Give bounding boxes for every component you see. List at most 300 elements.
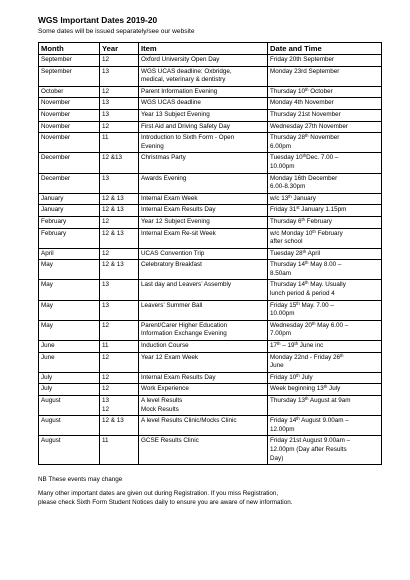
date-text: – 19 [280,342,295,350]
date-line [270,374,379,383]
cell-year-line: 13 [102,67,110,75]
date-text: Thursday 28 [270,134,306,142]
cell-item [139,396,268,416]
cell-month: April [39,248,100,260]
cell-item-line: GCSE Results Clinic [141,437,199,445]
cell-month: November [39,121,100,133]
table-row [39,248,382,260]
cell-item-line: A level Results [141,397,183,404]
cell-date-time [268,133,382,153]
cell-month: May [39,300,100,320]
date-ordinal-suffix: st [296,205,300,211]
date-text: w/c 13 [270,194,289,202]
notes-section [38,475,410,507]
cell-year-line: 11 [102,134,109,142]
cell-item-line: Year 13 Subject Evening [141,110,210,118]
cell-item [139,416,268,436]
date-ordinal-suffix: th [296,372,300,378]
cell-item-line: Celebratory Breakfast [141,261,202,269]
date-text: 6.00pm [270,142,292,150]
cell-year [100,121,139,133]
date-ordinal-suffix: th [323,384,328,390]
date-line [270,230,379,239]
cell-item-line: Christmas Party [141,154,186,162]
date-line [270,68,379,77]
cell-date-time [268,248,382,260]
cell-month: May [39,260,100,280]
cell-item [139,153,268,173]
cell-year [100,193,139,205]
table-row [39,384,382,396]
date-line [270,154,379,163]
cell-year-line: 12 [102,373,110,381]
cell-item-line: medical, veterinary & dentistry [141,76,226,84]
date-text: Thursday 14 [270,261,306,269]
cell-item-line: Internal Exam Results Day [141,206,216,214]
date-text: 6.00-8.30pm [270,183,306,191]
date-line [270,206,379,215]
cell-year-line: 13 [102,110,110,118]
table-row [39,396,382,416]
date-line [270,455,379,464]
cell-year [100,300,139,320]
cell-year-line: 11 [102,342,109,350]
cell-item [139,205,268,217]
cell-year-line: 13 [102,174,110,182]
date-line [270,218,379,227]
cell-item [139,98,268,110]
cell-year [100,216,139,228]
date-ordinal-suffix: th [277,340,281,346]
cell-year-line: 12 & 13 [102,229,124,237]
table-row [39,98,382,110]
cell-year [100,66,139,86]
cell-date-time [268,193,382,205]
date-ordinal-suffix: th [296,416,300,421]
cell-date-time [268,86,382,98]
date-line [270,330,379,339]
cell-year-line: 12 & 13 [102,417,124,425]
cell-item [139,109,268,121]
date-text: Thursday 21st November [270,110,341,118]
table-row [39,193,382,205]
date-text: Friday 21st August 9.00am – [270,437,351,445]
cell-month: October [39,86,100,98]
cell-item [139,66,268,86]
cell-year-line: 13 [102,301,110,309]
cell-year-line: 12 & 13 [102,261,124,269]
date-text: 10.00pm [270,162,295,170]
cell-item [139,384,268,396]
date-line [270,163,379,172]
cell-item-line: Mock Results [141,405,179,413]
date-text: May. 7.00 – [299,301,334,309]
cell-date-time [268,384,382,396]
date-line [270,175,379,184]
cell-item-line: Parent Information Evening [141,87,218,95]
date-line [270,437,379,446]
cell-month: August [39,436,100,465]
cell-date-time [268,173,382,193]
date-text: August 9.00am – [299,417,349,425]
cell-month: June [39,352,100,372]
date-line [270,88,379,97]
cell-year [100,260,139,280]
date-text: 10.00pm [270,310,295,318]
table-row [39,86,382,98]
cell-item-line: Work Experience [141,385,189,393]
cell-year [100,352,139,372]
table-row [39,280,382,300]
date-line [270,417,379,426]
date-text: Thursday 14 [270,281,306,289]
cell-year-line: 12 [102,249,110,257]
table-row [39,121,382,133]
date-line [270,56,379,65]
date-text: Friday 14 [270,417,297,425]
cell-month: December [39,173,100,193]
cell-year-line: 13 [102,397,110,404]
date-text: Tuesday 10 [270,154,303,162]
cell-item-line: First Aid and Driving Safety Day [141,122,230,130]
date-ordinal-suffix: th [312,228,316,234]
date-ordinal-suffix: th [305,260,309,266]
cell-item [139,121,268,133]
cell-item [139,280,268,300]
cell-date-time [268,320,382,340]
date-line [270,238,379,247]
table-row [39,416,382,436]
cell-item [139,352,268,372]
cell-item [139,260,268,280]
cell-month: January [39,205,100,217]
table-row [39,173,382,193]
date-line [270,362,379,371]
table-row [39,216,382,228]
cell-year-line: 12 [102,122,110,130]
cell-year-line: 12 &13 [102,154,122,162]
cell-item [139,300,268,320]
cell-year [100,372,139,384]
date-line [270,134,379,143]
cell-year [100,248,139,260]
date-text: Monday 22nd - Friday 26 [270,353,341,361]
cell-month: September [39,66,100,86]
date-line [270,310,379,319]
cell-item-line: Oxford University Open Day [141,56,220,63]
cell-date-time [268,153,382,173]
date-text: Thursday 10 [270,87,306,95]
cell-date-time [268,228,382,248]
cell-year-line: 12 [102,217,110,225]
date-text: Monday 16th December [270,174,338,182]
date-text: Monday 23rd September [270,67,340,75]
cell-month: June [39,341,100,353]
cell-year [100,228,139,248]
date-line [270,183,379,192]
date-line [270,261,379,270]
cell-year-line: 13 [102,281,110,289]
registration-note-line-2: please check Sixth Form Student Notices daily to ensure you are aware of new information. [38,498,293,506]
date-text: Friday 20th September [270,56,335,63]
cell-item [139,216,268,228]
cell-date-time [268,98,382,110]
date-text: April [306,249,321,257]
cell-year-line: 12 [102,353,110,361]
cell-date-time [268,436,382,465]
cell-month: February [39,228,100,248]
cell-date-time [268,216,382,228]
cell-month: May [39,280,100,300]
date-text: October [308,87,333,95]
cell-date-time [268,341,382,353]
nb-note: NB These events may change [38,476,123,484]
date-text: November [308,134,340,142]
date-text: January [291,194,316,202]
cell-item-line: Parent/Carer Higher Education [141,321,228,329]
date-text: Tuesday 28 [270,249,303,257]
date-text: Wednesday 20 [270,321,312,329]
cell-year [100,86,139,98]
registration-note-line-1: Many other important dates are given out during Registration. If you miss Registration, [38,489,279,497]
date-line [270,446,379,455]
cell-month: December [39,153,100,173]
cell-item-line: Induction Course [141,342,189,350]
table-row [39,320,382,340]
date-line [270,123,379,132]
table-header-row [39,43,382,55]
cell-date-time [268,352,382,372]
cell-year [100,384,139,396]
cell-item-line: Introduction to Sixth Form - Open [141,134,235,142]
date-text: January 1.15pm [299,206,347,214]
cell-year [100,205,139,217]
date-ordinal-suffix: th [302,153,307,159]
cell-year-line: 12 [102,321,110,329]
table-row [39,228,382,248]
cell-item-line: Evening [141,142,164,150]
cell-item-line: UCAS Convention Trip [141,249,205,257]
cell-year [100,109,139,121]
date-line [270,322,379,331]
date-text: February [315,229,343,237]
date-line [270,143,379,152]
cell-year-line: 12 & 13 [102,206,124,214]
date-text: 12.00pm [270,425,295,433]
date-line [270,302,379,311]
cell-item-line: WGS UCAS deadline: Oxbridge, [141,67,232,75]
cell-date-time [268,121,382,133]
cell-year [100,98,139,110]
cell-item [139,133,268,153]
cell-item-line: Year 12 Subject Evening [141,217,210,225]
date-text: Day) [270,454,284,462]
date-line [270,385,379,394]
date-line [270,250,379,259]
date-text: Friday 15 [270,301,297,309]
cell-item [139,55,268,67]
header-date-time: Date and Time [268,43,382,55]
cell-year [100,280,139,300]
table-row [39,205,382,217]
date-ordinal-suffix: th [288,193,292,199]
cell-year [100,396,139,416]
date-ordinal-suffix: th [305,280,309,286]
header-month: Month [39,43,100,55]
table-row [39,55,382,67]
cell-year [100,133,139,153]
date-line [270,342,379,351]
cell-item-line: Awards Evening [141,174,187,182]
cell-month: September [39,55,100,67]
date-text: May 8.00 – [308,261,342,269]
cell-year [100,436,139,465]
cell-date-time [268,66,382,86]
cell-item [139,86,268,98]
date-line [270,270,379,279]
cell-item-line: Last day and Leavers’ Assembly [141,281,232,289]
cell-year [100,416,139,436]
date-text: Thursday 13 [270,397,306,404]
cell-item [139,341,268,353]
date-text: 12.00pm (Day after Results [270,445,347,453]
table-row [39,436,382,465]
cell-item [139,320,268,340]
cell-year [100,341,139,353]
date-text: Week beginning 13 [270,385,324,393]
table-row [39,352,382,372]
cell-year-line: 12 [102,87,110,95]
table-body [39,55,382,465]
cell-month: July [39,372,100,384]
page-title: WGS Important Dates 2019-20 [38,15,158,25]
cell-item-line: Internal Exam Week [141,194,198,202]
cell-item-line: Information Exchange Evening [141,330,227,338]
date-text: May 6.00 – [315,321,349,329]
cell-item [139,248,268,260]
date-text: May. Usually [308,281,346,289]
cell-date-time [268,55,382,67]
table-row [39,372,382,384]
cell-year [100,153,139,173]
cell-date-time [268,109,382,121]
date-line [270,397,379,406]
cell-date-time [268,372,382,384]
date-line [270,354,379,363]
cell-item-line: Internal Exam Results Day [141,373,216,381]
date-ordinal-suffix: th [305,132,309,138]
cell-month: August [39,416,100,436]
cell-year [100,320,139,340]
date-text: 8.50am [270,269,292,277]
cell-item [139,228,268,248]
date-text: Dec. 7.00 – [306,154,339,162]
cell-month: February [39,216,100,228]
cell-year-line: 12 [102,385,110,393]
date-text: July [299,373,313,381]
date-text: lunch period & period 4 [270,290,335,298]
date-ordinal-suffix: th [301,216,305,222]
cell-date-time [268,416,382,436]
cell-item [139,372,268,384]
cell-date-time [268,396,382,416]
cell-year-line: 11 [102,437,109,445]
cell-item-line: Leavers’ Summer Ball [141,301,203,309]
header-item: Item [139,43,268,55]
date-text: w/c Monday 10 [270,229,313,237]
cell-year-line: 12 & 13 [102,194,124,202]
cell-item-line: A level Results Clinic/Mocks Clinic [141,417,237,425]
cell-item-line: WGS UCAS deadline [141,99,201,107]
date-text: Monday 4th November [270,99,334,107]
date-ordinal-suffix: th [294,340,299,346]
date-text: June inc [298,342,324,350]
cell-year-line: 12 [102,56,110,63]
cell-date-time [268,260,382,280]
cell-year-line: 13 [102,99,110,107]
cell-month: November [39,133,100,153]
table-row [39,133,382,153]
date-text: February [305,217,332,225]
cell-date-time [268,300,382,320]
date-line [270,111,379,120]
date-line [270,290,379,299]
date-text: Wednesday 27th November [270,122,348,130]
table-row [39,260,382,280]
date-text: 7.00pm [270,330,292,338]
cell-item [139,193,268,205]
date-text: Friday 31 [270,206,297,214]
date-text: Friday 10 [270,373,297,381]
date-text: July [327,385,341,393]
cell-year-line: 12 [102,405,110,413]
date-ordinal-suffix: th [340,352,344,358]
date-text: Thursday 6 [270,217,302,225]
cell-item-line: Year 12 Exam Week [141,353,199,361]
table-row [39,300,382,320]
date-line [270,281,379,290]
date-line [270,426,379,435]
cell-item-line: Internal Exam Re-sit Week [141,229,216,237]
cell-date-time [268,280,382,300]
date-ordinal-suffix: th [305,86,309,92]
cell-year [100,55,139,67]
date-text: June [270,362,284,370]
table-row [39,153,382,173]
page-subtitle: Some dates will be issued separately/see our website [38,28,195,35]
date-text: after school [270,238,303,246]
cell-month: November [39,109,100,121]
date-line [270,195,379,204]
date-text: 17 [270,342,278,350]
date-ordinal-suffix: th [305,395,309,401]
date-ordinal-suffix: th [302,248,307,254]
date-line [270,99,379,108]
date-ordinal-suffix: th [296,300,300,306]
cell-item [139,173,268,193]
table-row [39,109,382,121]
cell-month: May [39,320,100,340]
cell-item [139,436,268,465]
table-row [39,66,382,86]
cell-month: January [39,193,100,205]
cell-month: November [39,98,100,110]
cell-date-time [268,205,382,217]
date-ordinal-suffix: th [311,320,316,326]
header-year: Year [100,43,139,55]
cell-month: July [39,384,100,396]
date-text: August at 9am [308,397,351,404]
